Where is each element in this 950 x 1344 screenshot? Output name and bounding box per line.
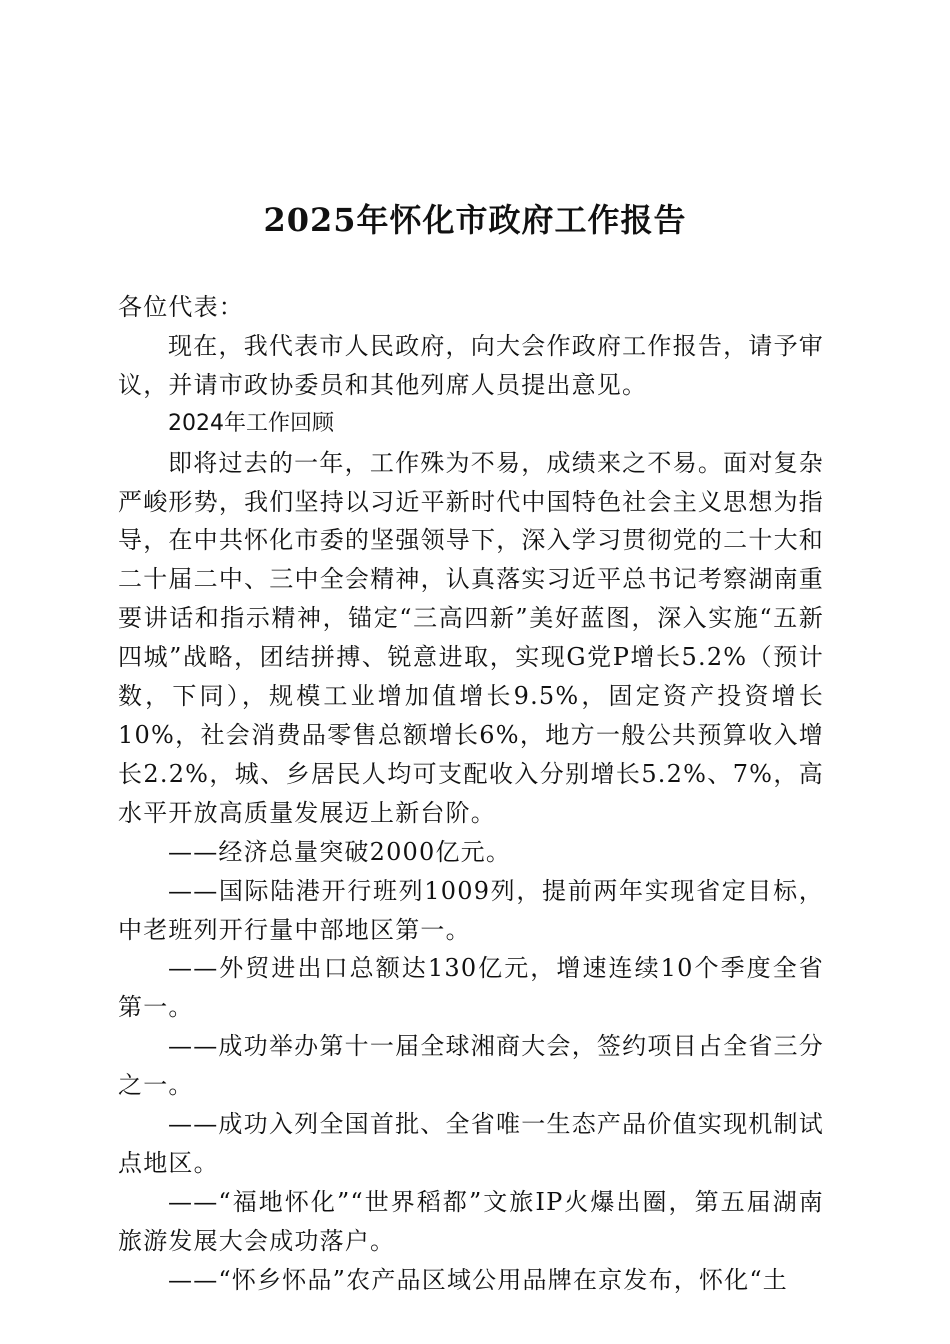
highlight-item: ——成功入列全国首批、全省唯一生态产品价值实现机制试点地区。 — [118, 1110, 824, 1177]
document-title: 2025年怀化市政府工作报告 — [263, 201, 687, 239]
highlight-item: ——成功举办第十一届全球湘商大会，签约项目占全省三分之一。 — [118, 1032, 824, 1100]
overview-paragraph: 即将过去的一年，工作殊为不易，成绩来之不易。面对复杂严峻形势，我们坚持以习近平新时代中国特色社会主义思想为指导，在中共怀化市委的坚强领导下，深入学习贯彻党的二十大和二十届二中、三中全会精神，认真落实习近平总书记考察湖南重要讲话和指示精神，锚定“三高四新”美好蓝图，深入实施“五新四城”战略，团结拼搏、锐意进取，实现G党P增长5.2%（预计数，下同），规模工业增加值增长9.5%，固定资产投资增长10%，社会消费品零售总额增长6%，地方一般公共预算收入增长2.2%，城、乡居民人均可支配收入分别增长5.2%、7%，高水平开放高质量发展迈上新台阶。 — [118, 448, 824, 827]
highlight-item: ——经济总量突破2000亿元。 — [168, 837, 512, 866]
highlight-item: ——“怀乡怀品”农产品区域公用品牌在京发布，怀化“土 — [168, 1265, 789, 1294]
section-heading: 2024年工作回顾 — [168, 410, 334, 436]
highlight-item: ——国际陆港开行班列1009列，提前两年实现省定目标，中老班列开行量中部地区第一。 — [118, 876, 824, 944]
document-body — [118, 288, 824, 1300]
highlight-item: ——外贸进出口总额达130亿元，增速连续10个季度全省第一。 — [118, 954, 824, 1022]
salutation: 各位代表： — [118, 293, 244, 321]
highlight-item: ——“福地怀化”“世界稻都”文旅IP火爆出圈，第五届湖南旅游发展大会成功落户。 — [118, 1187, 824, 1255]
intro-paragraph: 现在，我代表市人民政府，向大会作政府工作报告，请予审议，并请市政协委员和其他列席人员提出意见。 — [118, 331, 824, 399]
